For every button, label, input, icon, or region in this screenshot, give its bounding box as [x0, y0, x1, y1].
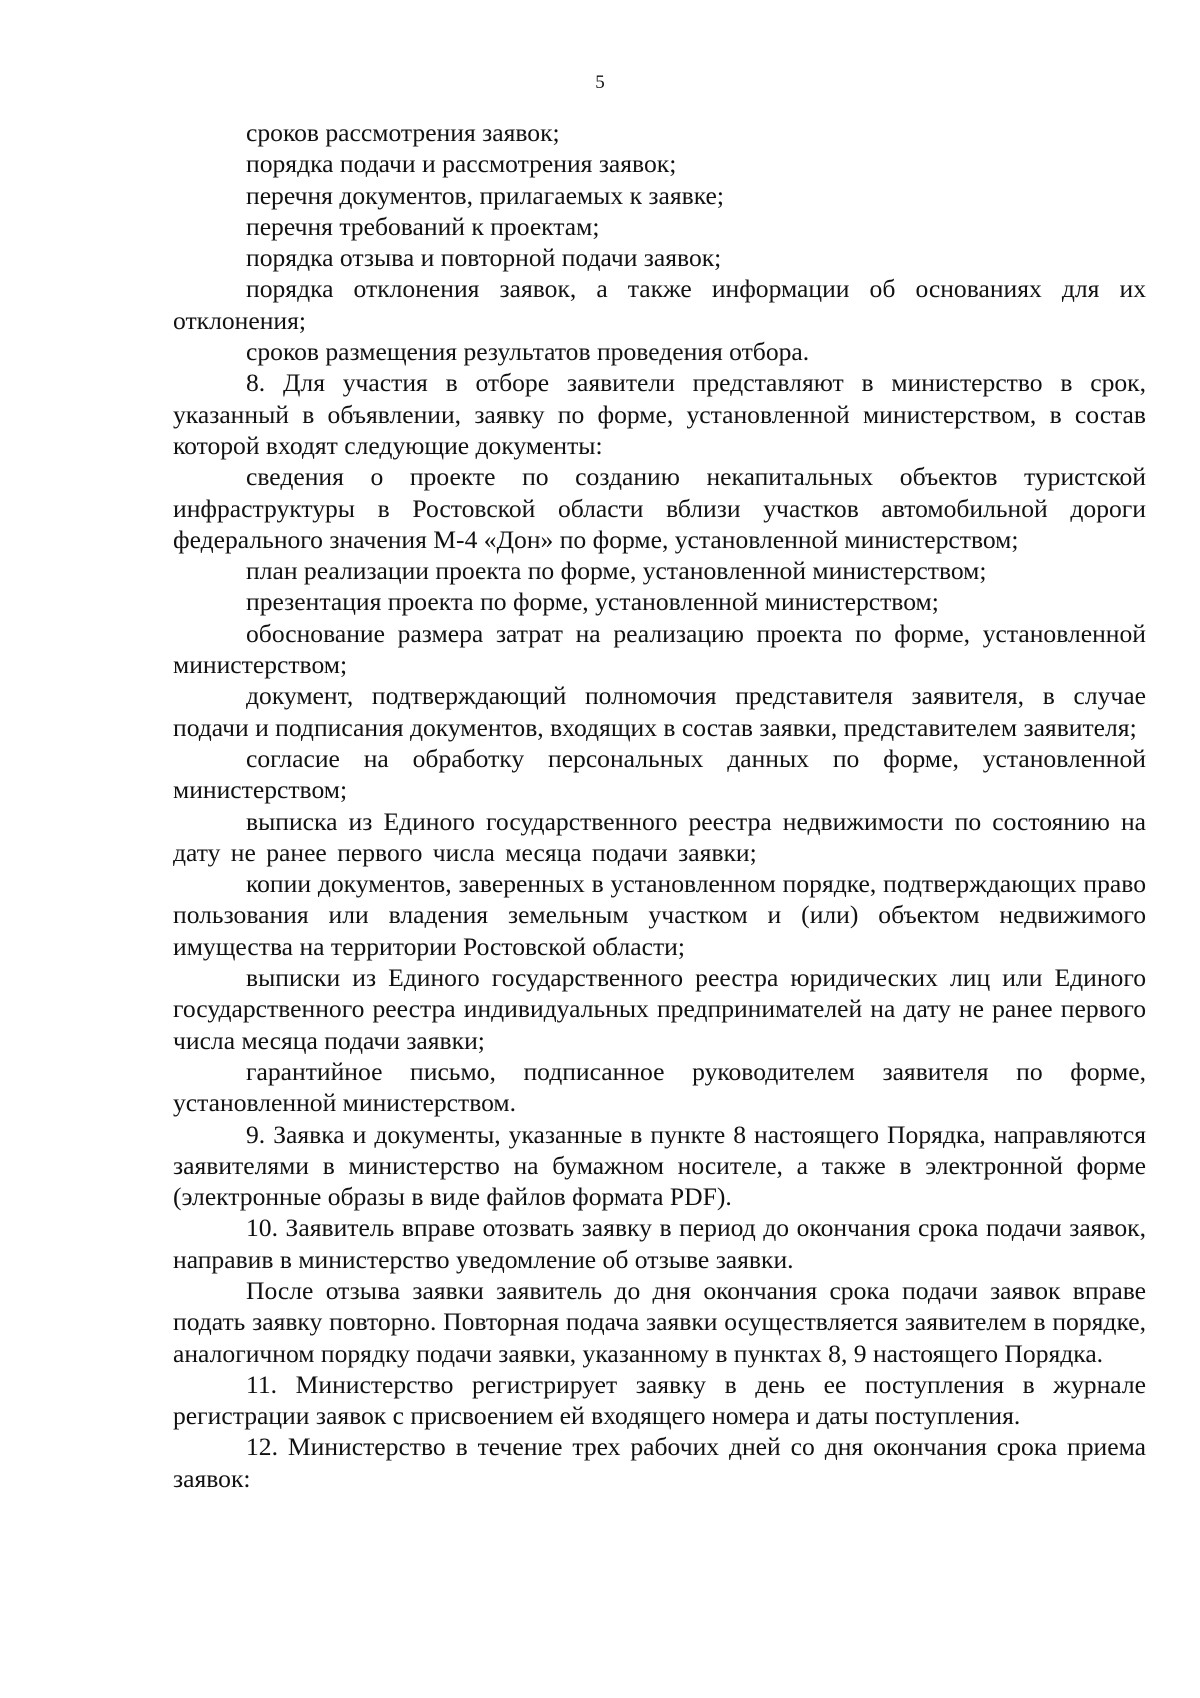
paragraph: выписка из Единого государственного реестра недвижимости по состоянию на дату не ранее первого числа месяца подачи заявки;	[173, 806, 1146, 867]
paragraph: копии документов, заверенных в установленном порядке, подтверждающих право пользования или владения земельным участком и (или) объектом недвижимого имущества на территории Ростовской области;	[173, 869, 1146, 961]
paragraph: сроков рассмотрения заявок;	[246, 118, 560, 147]
paragraph: обоснование размера затрат на реализацию проекта по форме, установленной министерством;	[173, 618, 1146, 680]
paragraph: 9. Заявка и документы, указанные в пункте 8 настоящего Порядка, направляются заявителями в министерство на бумажном носителе, а также в электронной форме (электронные образы в виде файлов формата PDF).	[173, 1119, 1146, 1212]
paragraph: порядка отклонения заявок, а также информации об основаниях для их отклонения;	[173, 274, 1146, 335]
paragraph: согласие на обработку персональных данных по форме, установленной министерством;	[173, 743, 1146, 805]
paragraph: перечня требований к проектам;	[246, 211, 600, 241]
paragraph: порядка подачи и рассмотрения заявок;	[246, 149, 677, 179]
paragraph: выписки из Единого государственного реестра юридических лиц или Единого государственного реестра индивидуальных предпринимателей на дату не ранее первого числа месяца подачи заявки;	[173, 963, 1146, 1055]
paragraph: 11. Министерство регистрирует заявку в день ее поступления в журнале регистрации заявок с присвоением ей входящего номера и даты поступления.	[173, 1369, 1146, 1431]
paragraph: сроков размещения результатов проведения отбора.	[246, 337, 810, 367]
page-number: 5	[595, 72, 605, 93]
paragraph: перечня документов, прилагаемых к заявке;	[246, 180, 724, 210]
paragraph: гарантийное письмо, подписанное руководителем заявителя по форме, установленной министерством.	[173, 1056, 1146, 1118]
document-body	[173, 117, 1146, 1494]
paragraph: 8. Для участия в отборе заявители представляют в министерство в срок, указанный в объявлении, заявку по форме, установленной министерством, в состав которой входят следующие документы:	[173, 368, 1146, 460]
paragraph: порядка отзыва и повторной подачи заявок;	[246, 243, 722, 273]
paragraph: план реализации проекта по форме, установленной министерством;	[246, 556, 987, 586]
paragraph: После отзыва заявки заявитель до дня окончания срока подачи заявок вправе подать заявку повторно. Повторная подача заявки осуществляется заявителем в порядке, аналогичном порядку подачи заявки, указанному в пунктах 8, 9 настоящего Порядка.	[173, 1275, 1146, 1368]
paragraph: 12. Министерство в течение трех рабочих дней со дня окончания срока приема заявок:	[173, 1432, 1146, 1493]
paragraph: презентация проекта по форме, установленной министерством;	[246, 587, 939, 617]
paragraph: сведения о проекте по созданию некапитальных объектов туристской инфраструктуры в Ростовской области вблизи участков автомобильной дороги федерального значения М-4 «Дон» по форме, установленной министерством;	[173, 462, 1146, 554]
paragraph: документ, подтверждающий полномочия представителя заявителя, в случае подачи и подписания документов, входящих в состав заявки, представителем заявителя;	[173, 681, 1146, 742]
paragraph: 10. Заявитель вправе отозвать заявку в период до окончания срока подачи заявок, направив в министерство уведомление об отзыве заявки.	[173, 1213, 1146, 1274]
